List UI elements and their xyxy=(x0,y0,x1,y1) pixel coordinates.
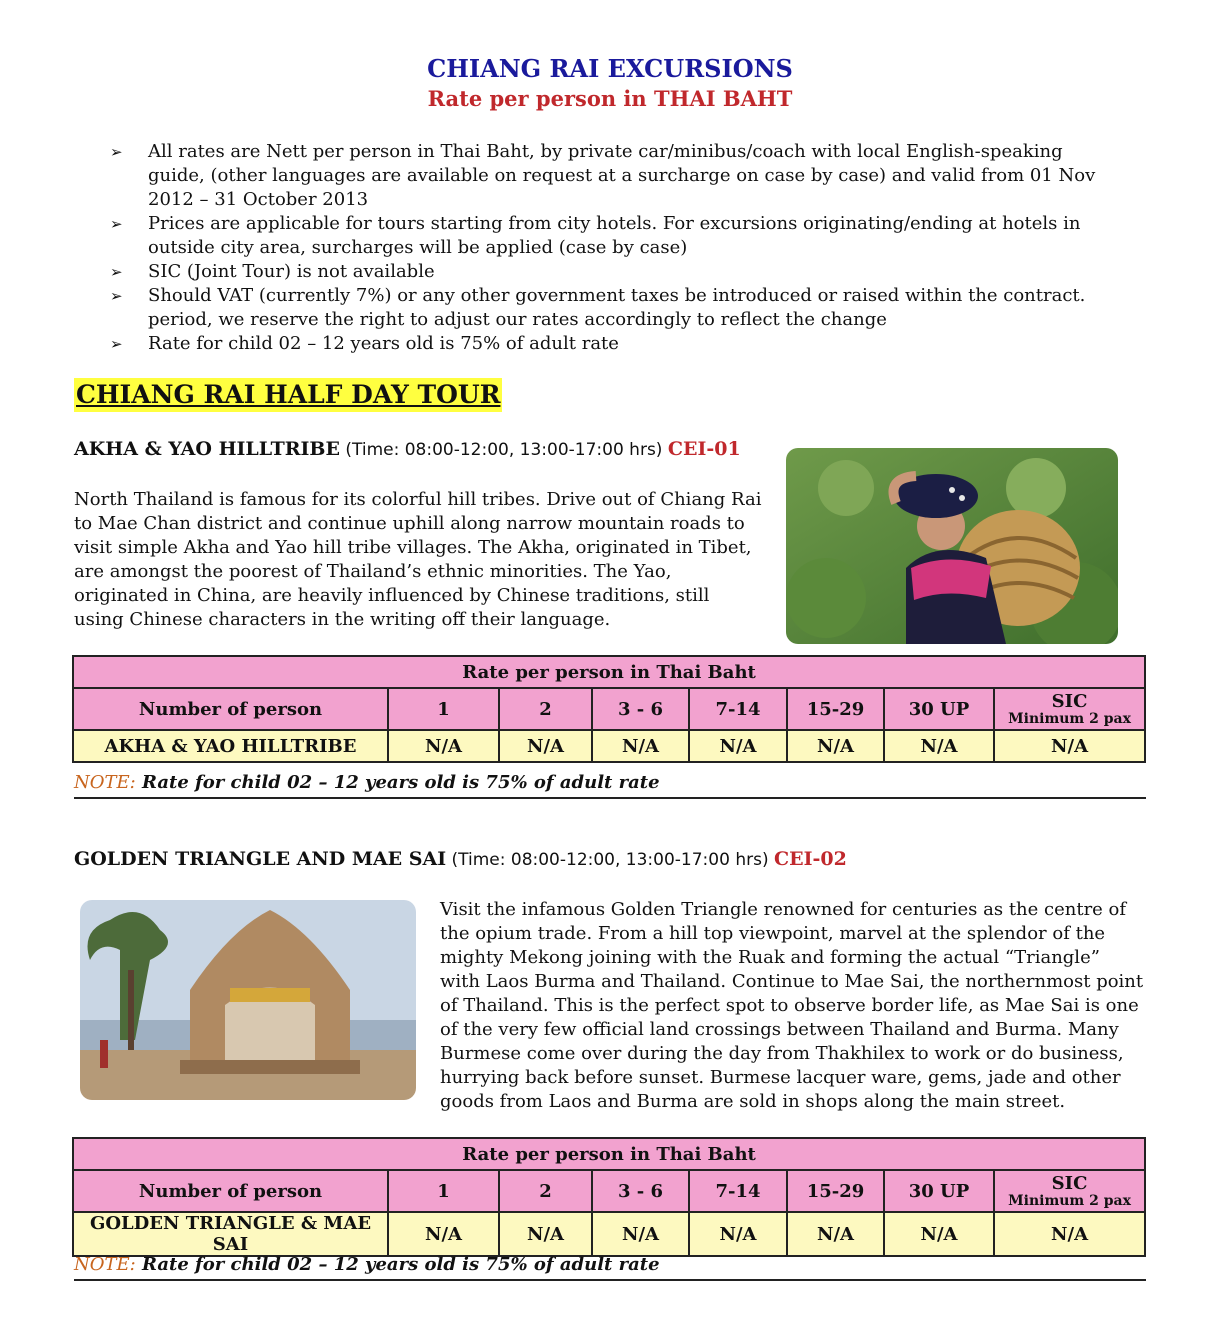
table-caption: Rate per person in Thai Baht xyxy=(73,1138,1145,1170)
rate-cell: N/A xyxy=(388,1212,499,1256)
tour-description: North Thailand is famous for its colorful hill tribes. Drive out of Chiang Rai to Mae Chan district and continue uphill along narrow mountain roads to visit simple Akha and Yao hill tribe villages. The Akha, originated in Tibet, are amongst the poorest of Thailand’s ethnic minorities. The Yao, originated in China, are heavily influenced by Chinese traditions, still using Chinese characters in the writing off their language. xyxy=(74,489,762,630)
hilltribe-woman-image xyxy=(786,448,1118,644)
note-label: NOTE: xyxy=(74,772,136,793)
rate-table-akha xyxy=(72,655,1146,763)
tour-time: (Time: 08:00-12:00, 13:00-17:00 hrs) xyxy=(446,850,774,870)
column-header: Number of person xyxy=(73,688,388,730)
tour-heading-golden-triangle xyxy=(74,848,847,870)
column-header: 2 xyxy=(499,688,592,730)
column-header: 3 - 6 xyxy=(592,688,689,730)
arrow-bullet-icon: ➢ xyxy=(110,143,123,161)
column-header: 15-29 xyxy=(787,1170,884,1212)
section-heading: CHIANG RAI HALF DAY TOUR xyxy=(74,378,502,412)
rate-cell: N/A xyxy=(884,1212,994,1256)
row-label: AKHA & YAO HILLTRIBE xyxy=(73,730,388,762)
list-item xyxy=(110,140,1110,212)
page-subtitle: Rate per person in THAI BAHT xyxy=(427,86,793,111)
column-header: 15-29 xyxy=(787,688,884,730)
list-item xyxy=(110,212,1110,260)
column-header-sic xyxy=(994,688,1145,730)
rate-cell: N/A xyxy=(787,730,884,762)
column-header: 1 xyxy=(388,1170,499,1212)
bullet-text: SIC (Joint Tour) is not available xyxy=(148,261,435,282)
bullet-text: Prices are applicable for tours starting from city hotels. For excursions originating/ending at hotels in outside city area, surcharges will be applied (case by case) xyxy=(148,213,1081,258)
bullet-text: Rate for child 02 – 12 years old is 75% of adult rate xyxy=(148,333,619,354)
arrow-bullet-icon: ➢ xyxy=(110,263,123,281)
rate-cell: N/A xyxy=(787,1212,884,1256)
row-label: GOLDEN TRIANGLE & MAE SAI xyxy=(73,1212,388,1256)
bullet-text: All rates are Nett per person in Thai Baht, by private car/minibus/coach with local English-speaking guide, (other languages are available on request at a surcharge on case by case) and valid from 01 Nov 2012 – 31 October 2013 xyxy=(148,141,1096,210)
rate-cell: N/A xyxy=(994,730,1145,762)
rate-table-golden-triangle xyxy=(72,1137,1146,1257)
table-row xyxy=(73,730,1145,762)
list-item xyxy=(110,260,1110,284)
hilltribe-woman-photo xyxy=(786,448,1118,644)
column-header: Number of person xyxy=(73,1170,388,1212)
rate-cell: N/A xyxy=(499,1212,592,1256)
rate-cell: N/A xyxy=(592,1212,689,1256)
column-header: 30 UP xyxy=(884,688,994,730)
arrow-bullet-icon: ➢ xyxy=(110,335,123,353)
tour-name: GOLDEN TRIANGLE AND MAE SAI xyxy=(74,848,447,870)
column-header: 2 xyxy=(499,1170,592,1212)
list-item xyxy=(110,332,1110,356)
list-item xyxy=(110,284,1110,332)
sic-label: SIC xyxy=(1051,690,1088,712)
tour-time: (Time: 08:00-12:00, 13:00-17:00 hrs) xyxy=(339,440,668,460)
tour-code: CEI-02 xyxy=(773,848,847,870)
arrow-bullet-icon: ➢ xyxy=(110,287,123,305)
rate-cell: N/A xyxy=(388,730,499,762)
sic-label: SIC xyxy=(1051,1172,1088,1194)
terms-list xyxy=(110,140,1110,356)
table-row xyxy=(73,1212,1145,1256)
note-text: Rate for child 02 – 12 years old is 75% of adult rate xyxy=(135,1254,660,1275)
table-caption: Rate per person in Thai Baht xyxy=(73,656,1145,688)
tour-code: CEI-01 xyxy=(667,438,741,460)
rate-cell: N/A xyxy=(689,730,787,762)
rate-cell: N/A xyxy=(994,1212,1145,1256)
tour-description: Visit the infamous Golden Triangle renowned for centuries as the centre of the opium trade. From a hill top viewpoint, marvel at the splendor of the mighty Mekong joining with the Ruak and forming the actual “Triangle” with Laos Burma and Thailand. Continue to Mae Sai, the northernmost point of Thailand. This is the perfect spot to observe border life, as Mae Sai is one of the very few official land crossings between Thailand and Burma. Many Burmese come over during the day from Thakhilex to work or do business, hurrying back before sunset. Burmese lacquer ware, gems, jade and other goods from Laos and Burma are sold in shops along the main street. xyxy=(440,899,1144,1112)
rate-cell: N/A xyxy=(499,730,592,762)
arrow-bullet-icon: ➢ xyxy=(110,215,123,233)
rate-cell: N/A xyxy=(592,730,689,762)
column-header: 30 UP xyxy=(884,1170,994,1212)
note-text: Rate for child 02 – 12 years old is 75% of adult rate xyxy=(135,772,660,793)
rate-cell: N/A xyxy=(884,730,994,762)
child-rate-note xyxy=(74,771,1146,799)
page-title: CHIANG RAI EXCURSIONS xyxy=(427,54,793,83)
bullet-text: Should VAT (currently 7%) or any other government taxes be introduced or raised within the contract. period, we reserve the right to adjust our rates accordingly to reflect the change xyxy=(148,285,1086,330)
golden-triangle-arch-photo xyxy=(80,900,416,1100)
sic-minimum: Minimum 2 pax xyxy=(1008,710,1131,727)
rate-cell: N/A xyxy=(689,1212,787,1256)
column-header: 7-14 xyxy=(689,688,787,730)
tour-heading-akha xyxy=(74,438,741,460)
note-label: NOTE: xyxy=(74,1254,136,1275)
column-header: 1 xyxy=(388,688,499,730)
child-rate-note xyxy=(74,1253,1146,1281)
tour-name: AKHA & YAO HILLTRIBE xyxy=(74,438,340,460)
sic-minimum: Minimum 2 pax xyxy=(1008,1192,1131,1209)
golden-triangle-arch-image xyxy=(80,900,416,1100)
column-header: 7-14 xyxy=(689,1170,787,1212)
column-header-sic xyxy=(994,1170,1145,1212)
column-header: 3 - 6 xyxy=(592,1170,689,1212)
